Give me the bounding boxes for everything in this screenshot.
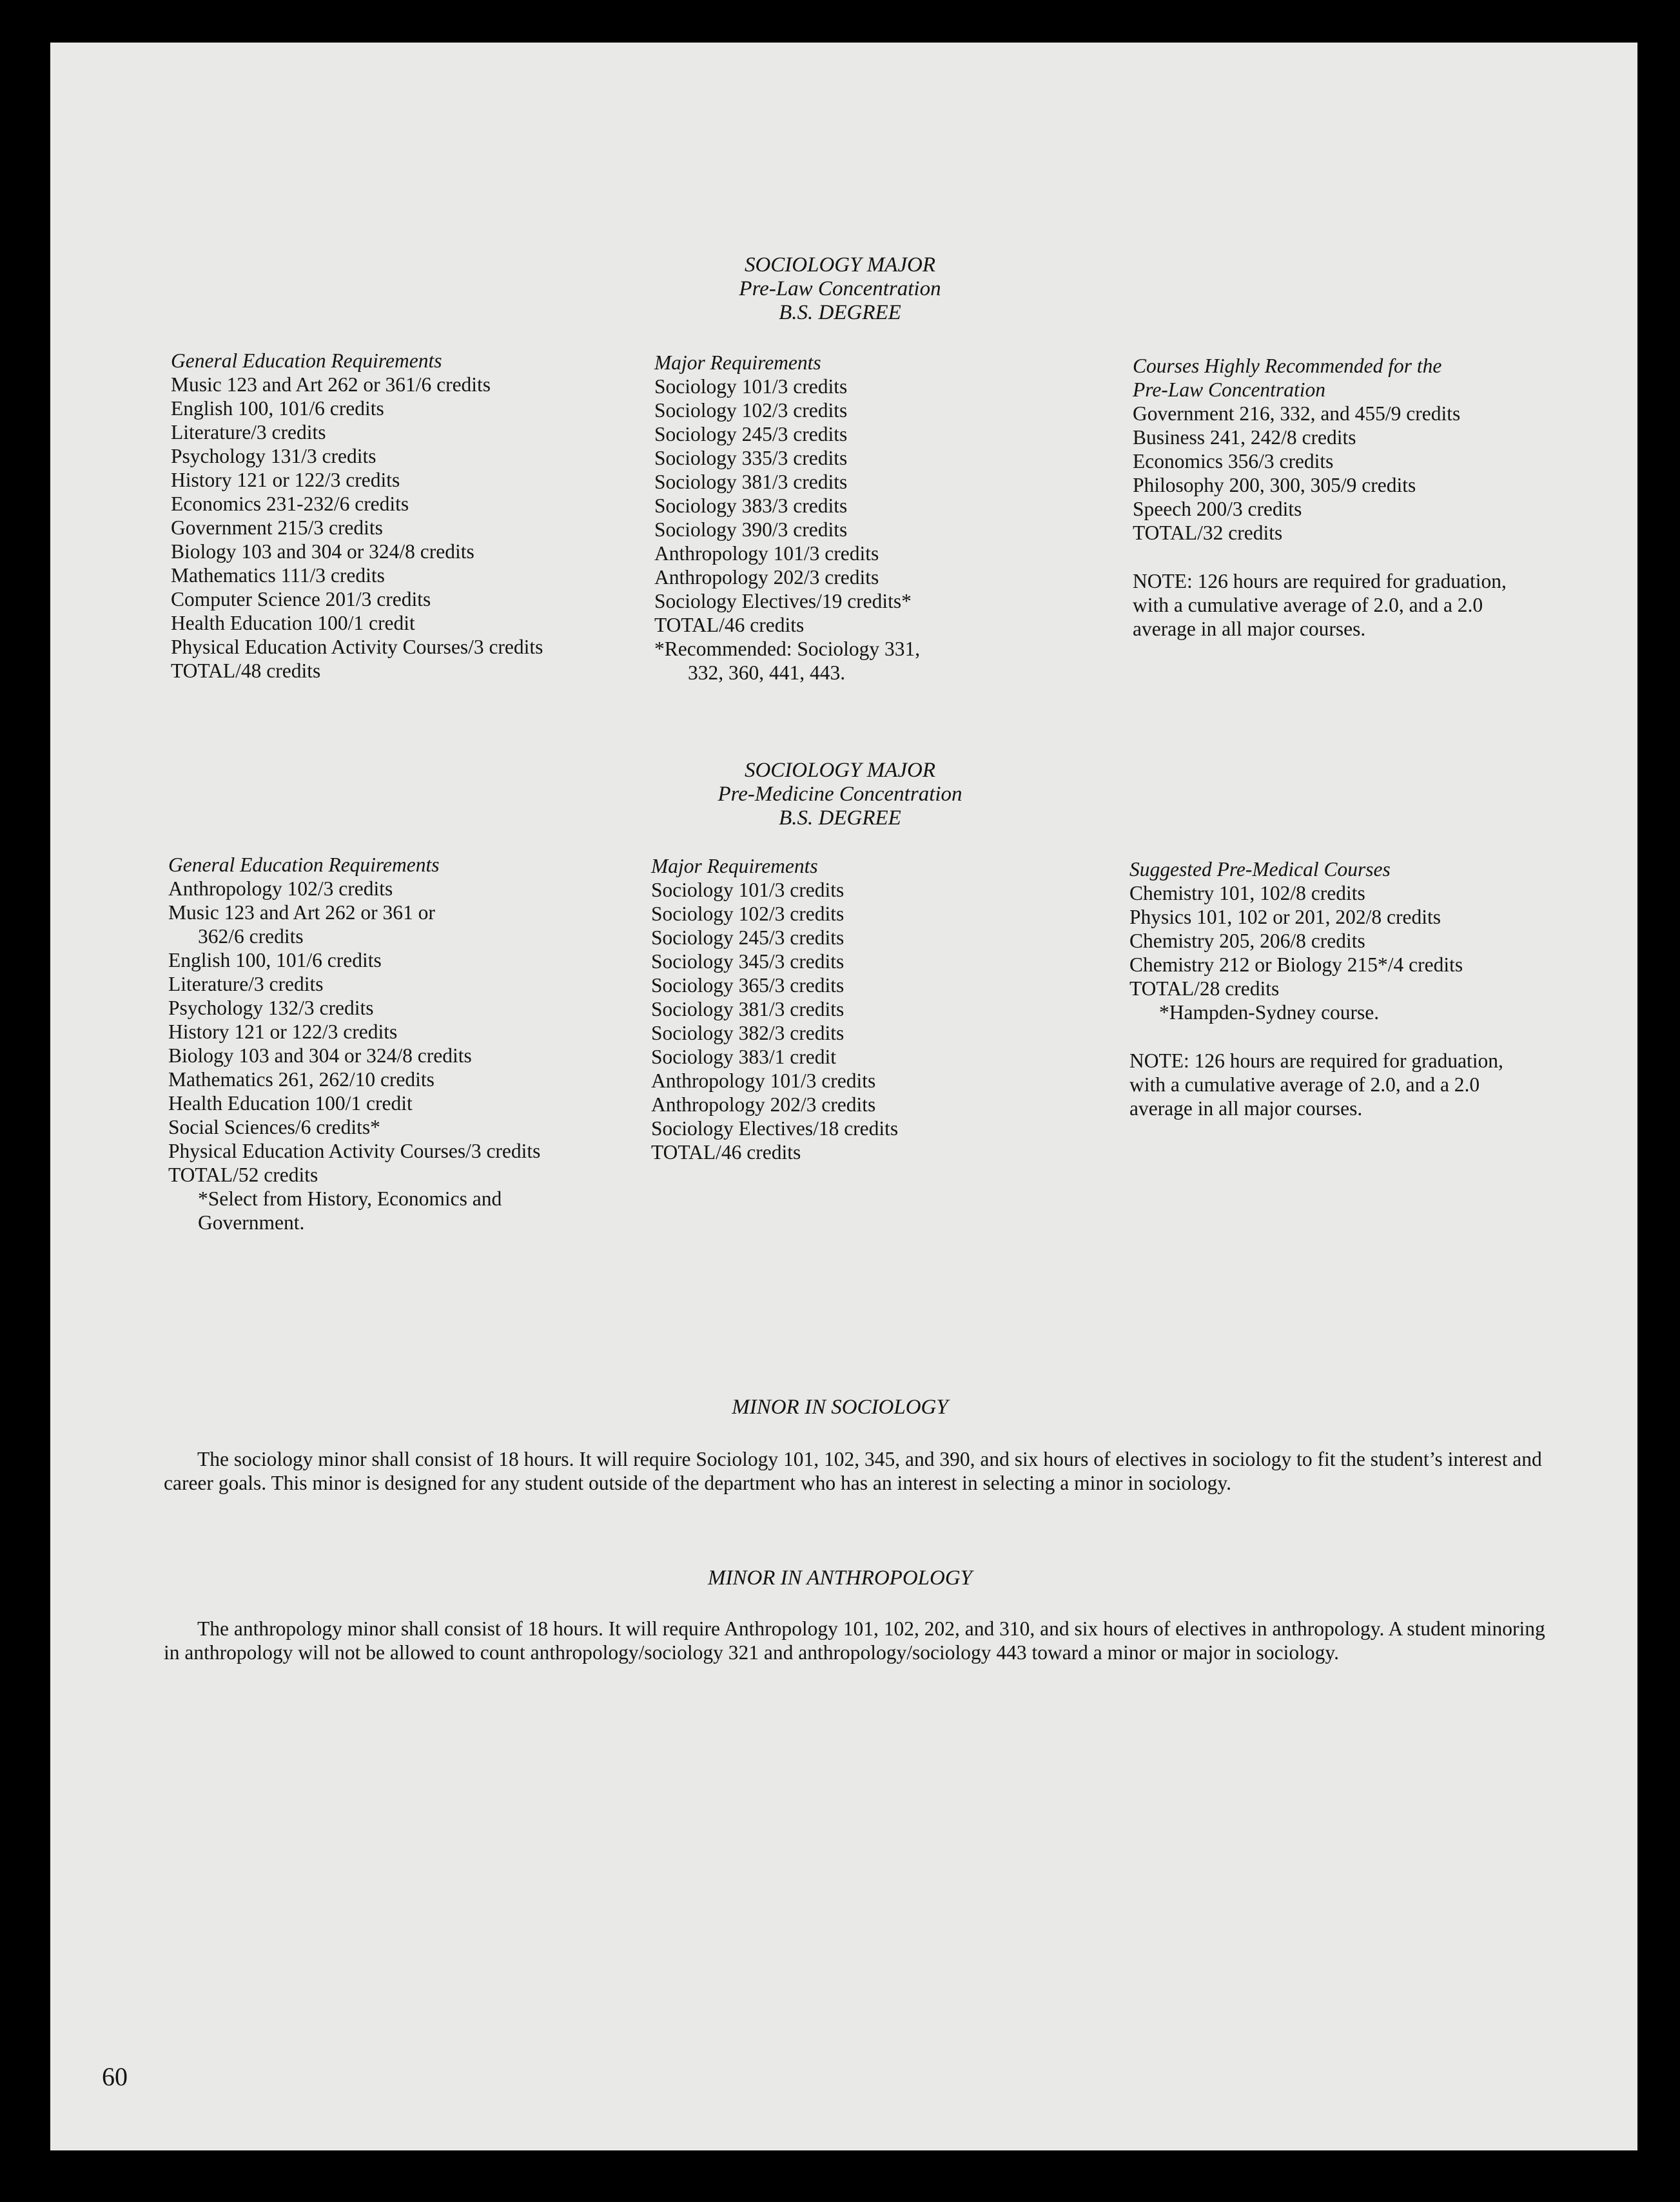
- list-item: History 121 or 122/3 credits: [171, 469, 400, 491]
- list-item: Literature/3 credits: [168, 973, 324, 995]
- premed-heading-concentration: Pre-Medicine Concentration: [718, 783, 962, 806]
- premed-heading: [0, 759, 1680, 830]
- premed-heading-degree: B.S. DEGREE: [779, 806, 901, 830]
- list-item: Psychology 132/3 credits: [168, 997, 374, 1019]
- list-item: Sociology 245/3 credits: [654, 423, 848, 445]
- prelaw-heading-degree: B.S. DEGREE: [779, 301, 901, 324]
- total-line: TOTAL/28 credits: [1129, 977, 1280, 1000]
- footnote: *Recommended: Sociology 331,: [654, 638, 921, 660]
- list-item: Biology 103 and 304 or 324/8 credits: [171, 540, 474, 563]
- list-item: Chemistry 205, 206/8 credits: [1129, 930, 1365, 952]
- list-item: Chemistry 212 or Biology 215*/4 credits: [1129, 953, 1463, 976]
- page-number: 60: [102, 2062, 128, 2091]
- list-item: Sociology 381/3 credits: [651, 998, 845, 1020]
- list-item: Sociology 102/3 credits: [654, 399, 848, 422]
- minor-anthropology-title: MINOR IN ANTHROPOLOGY: [707, 1566, 973, 1590]
- list-item: Sociology 383/3 credits: [654, 494, 848, 517]
- list-item: Biology 103 and 304 or 324/8 credits: [168, 1044, 472, 1067]
- minor-sociology-title: MINOR IN SOCIOLOGY: [732, 1396, 948, 1419]
- list-item: Business 241, 242/8 credits: [1133, 426, 1356, 449]
- prelaw-major-column: [654, 351, 920, 685]
- footnote: *Select from History, Economics and: [198, 1187, 502, 1210]
- note-line: average in all major courses.: [1129, 1097, 1363, 1120]
- note-line: with a cumulative average of 2.0, and a 2.0: [1133, 594, 1483, 616]
- total-line: TOTAL/48 credits: [171, 659, 321, 682]
- list-item: Government 216, 332, and 455/9 credits: [1133, 402, 1461, 425]
- total-line: TOTAL/46 credits: [654, 614, 805, 636]
- total-line: TOTAL/52 credits: [168, 1164, 318, 1186]
- spacer: [1129, 1024, 1503, 1049]
- premed-suggested-column: [1129, 857, 1503, 1120]
- list-item: Sociology 365/3 credits: [651, 974, 845, 997]
- premed-heading-major: SOCIOLOGY MAJOR: [744, 759, 936, 782]
- minor-anthropology-paragraph: The anthropology minor shall consist of 18 hours. It will require Anthropology 101, 102, 202, and 310, and six hours of electives in anthropology. A student minoring in anthropology will not be allowed to count anthropology/sociology 321 and anthropology/sociology 443 toward a minor or major in sociology.: [164, 1617, 1545, 1664]
- list-item: Health Education 100/1 credit: [168, 1092, 413, 1115]
- list-item-continuation: 362/6 credits: [198, 925, 304, 948]
- prelaw-recommended-title-line2: Pre-Law Concentration: [1133, 378, 1325, 401]
- prelaw-recommended-title: Courses Highly Recommended for the: [1133, 355, 1442, 377]
- note-line: NOTE: 126 hours are required for graduation,: [1133, 570, 1507, 592]
- note-line: NOTE: 126 hours are required for graduation,: [1129, 1049, 1503, 1072]
- list-item: Anthropology 202/3 credits: [654, 566, 879, 589]
- list-item: Mathematics 261, 262/10 credits: [168, 1068, 435, 1091]
- list-item: Computer Science 201/3 credits: [171, 588, 431, 610]
- list-item: Physical Education Activity Courses/3 credits: [171, 636, 543, 658]
- premed-major-column: [651, 854, 898, 1164]
- list-item: Economics 231-232/6 credits: [171, 492, 409, 515]
- prelaw-gen-ed-column: [171, 349, 543, 683]
- prelaw-major-title: Major Requirements: [654, 351, 821, 374]
- premed-gen-ed-title: General Education Requirements: [168, 853, 440, 876]
- list-item: Anthropology 101/3 credits: [651, 1069, 876, 1092]
- spacer: [1133, 545, 1507, 569]
- list-item: Sociology 345/3 credits: [651, 950, 845, 973]
- list-item: Speech 200/3 credits: [1133, 498, 1302, 520]
- list-item: Sociology 383/1 credit: [651, 1046, 836, 1068]
- list-item: Sociology 245/3 credits: [651, 926, 845, 949]
- total-line: TOTAL/32 credits: [1133, 521, 1283, 544]
- list-item: English 100, 101/6 credits: [168, 949, 382, 971]
- list-item: Physical Education Activity Courses/3 credits: [168, 1140, 541, 1162]
- list-item: Sociology 390/3 credits: [654, 518, 848, 541]
- prelaw-recommended-column: [1133, 354, 1507, 641]
- list-item: Sociology Electives/18 credits: [651, 1117, 899, 1140]
- list-item: Mathematics 111/3 credits: [171, 564, 385, 587]
- footnote: *Hampden-Sydney course.: [1159, 1001, 1380, 1024]
- list-item: Sociology 335/3 credits: [654, 447, 848, 469]
- list-item: Music 123 and Art 262 or 361 or: [168, 901, 435, 924]
- list-item: Economics 356/3 credits: [1133, 450, 1334, 473]
- list-item: Sociology 381/3 credits: [654, 471, 848, 493]
- list-item: Chemistry 101, 102/8 credits: [1129, 882, 1365, 904]
- note-line: average in all major courses.: [1133, 618, 1366, 640]
- note-line: with a cumulative average of 2.0, and a 2.0: [1129, 1073, 1480, 1096]
- list-item: History 121 or 122/3 credits: [168, 1020, 398, 1043]
- list-item: Sociology Electives/19 credits*: [654, 590, 912, 612]
- footnote-continuation: Government.: [198, 1211, 305, 1234]
- prelaw-heading-major: SOCIOLOGY MAJOR: [744, 253, 936, 277]
- prelaw-heading: [0, 253, 1680, 325]
- list-item: Psychology 131/3 credits: [171, 445, 376, 467]
- list-item: Music 123 and Art 262 or 361/6 credits: [171, 373, 491, 396]
- list-item: Government 215/3 credits: [171, 516, 383, 539]
- footnote-continuation: 332, 360, 441, 443.: [688, 661, 846, 684]
- list-item: Sociology 102/3 credits: [651, 902, 845, 925]
- list-item: Sociology 101/3 credits: [654, 375, 848, 398]
- list-item: Sociology 382/3 credits: [651, 1022, 845, 1044]
- list-item: Philosophy 200, 300, 305/9 credits: [1133, 474, 1416, 496]
- list-item: Health Education 100/1 credit: [171, 612, 415, 634]
- list-item: Sociology 101/3 credits: [651, 879, 845, 901]
- list-item: Social Sciences/6 credits*: [168, 1116, 380, 1138]
- list-item: Anthropology 101/3 credits: [654, 542, 879, 565]
- list-item: English 100, 101/6 credits: [171, 397, 384, 420]
- minor-sociology-paragraph: The sociology minor shall consist of 18 hours. It will require Sociology 101, 102, 345, and 390, and six hours of electives in sociology to fit the student’s interest and career goals. This minor is designed for any student outside of the department who has an interest in selecting a minor in sociology.: [164, 1448, 1542, 1494]
- total-line: TOTAL/46 credits: [651, 1141, 801, 1164]
- prelaw-heading-concentration: Pre-Law Concentration: [739, 277, 941, 300]
- premed-gen-ed-column: [168, 853, 540, 1234]
- list-item: Physics 101, 102 or 201, 202/8 credits: [1129, 906, 1441, 928]
- premed-suggested-title: Suggested Pre-Medical Courses: [1129, 858, 1391, 881]
- list-item: Literature/3 credits: [171, 421, 326, 443]
- list-item: Anthropology 102/3 credits: [168, 877, 393, 900]
- prelaw-gen-ed-title: General Education Requirements: [171, 349, 442, 372]
- list-item: Anthropology 202/3 credits: [651, 1093, 876, 1116]
- premed-major-title: Major Requirements: [651, 855, 818, 877]
